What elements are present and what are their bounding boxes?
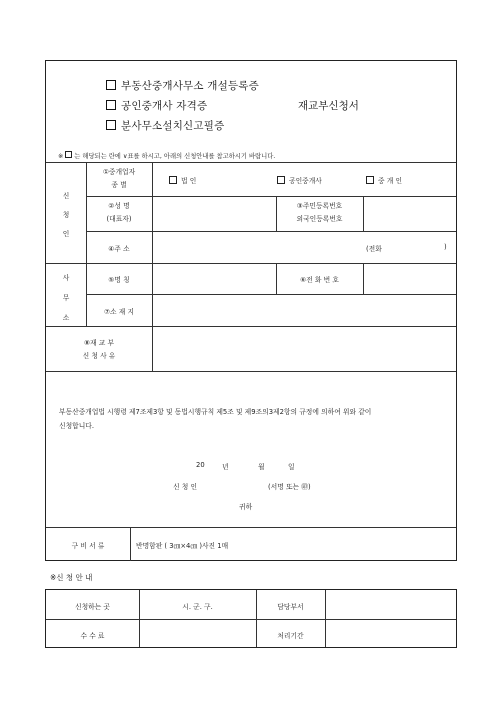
guide-cell-dept-label: 담당부서 [277, 603, 304, 611]
checkbox-icon[interactable] [106, 120, 116, 130]
phone-paren-open: (전화 [366, 245, 382, 253]
checkbox-icon[interactable] [366, 176, 374, 184]
checkbox-icon[interactable] [106, 80, 116, 90]
id-number-field[interactable] [368, 201, 452, 225]
divider [46, 371, 456, 372]
address-field[interactable] [158, 235, 450, 259]
divider [86, 231, 456, 232]
divider [46, 263, 456, 264]
checkbox-icon[interactable] [106, 100, 116, 110]
applicant-sign-label: 신 청 인 [173, 483, 198, 491]
divider [86, 294, 456, 295]
header-option-2[interactable]: 공인중개사 자격증 [106, 98, 207, 113]
divider [46, 527, 456, 528]
statement-text: 부동산중개업법 시행령 제7조제3항 및 동법시행규칙 제5조 및 제9조의3제2항의 규정에 의하여 위와 같이 신청합니다. [59, 408, 372, 430]
divider [130, 527, 131, 561]
date-year-label: 년 [222, 463, 229, 471]
divider [276, 196, 277, 231]
guide-cell-fee-label: 수 수 료 [80, 632, 105, 640]
divider [46, 162, 456, 163]
application-form [45, 60, 457, 561]
office-phone-field[interactable] [368, 267, 452, 291]
name-label: ②성 명 (대표자) [106, 202, 132, 223]
divider [46, 619, 456, 620]
name-field[interactable] [158, 201, 270, 225]
phone-paren-close: ) [444, 243, 447, 251]
applicant-section-label: 신 청 인 [62, 192, 70, 238]
reissue-reason-label: ⑧재 교 부 신 청 사 유 [82, 339, 116, 360]
header-option-3[interactable]: 분사무소설치신고필증 [106, 118, 224, 133]
reissue-reason-field[interactable] [158, 331, 450, 367]
divider [152, 162, 153, 371]
checkbox-icon[interactable] [169, 176, 177, 184]
divider [86, 162, 87, 326]
divider [139, 590, 140, 647]
address-label: ④주 소 [108, 245, 130, 253]
checkbox-icon[interactable] [277, 176, 285, 184]
office-name-label: ⑤명 칭 [108, 276, 130, 284]
header-option-1[interactable]: 부동산중개사무소 개설등록증 [106, 78, 259, 93]
application-guide-table [45, 589, 457, 648]
date-day-label: 일 [288, 463, 295, 471]
checkbox-icon [65, 151, 72, 158]
applicant-type-label: ①중개업자 종 별 [102, 168, 136, 189]
type-option-licensed-broker[interactable]: 공인중개사 [277, 175, 322, 185]
guide-title: ※신 청 안 내 [50, 573, 93, 582]
signature-seal[interactable]: (서명 또는 ㊞) [268, 483, 311, 491]
guide-cell-place-label: 신청하는 곳 [75, 603, 110, 611]
divider [325, 590, 326, 647]
date-month-label: 월 [258, 463, 265, 471]
documents-value: 반명함판 ( 3㎝×4㎝ )사진 1매 [136, 542, 229, 550]
guide-cell-period-label: 처리기간 [277, 632, 304, 640]
date-year: 20 [196, 461, 205, 469]
form-title: 재교부신청서 [298, 100, 359, 112]
office-location-label: ⑦소 재 지 [103, 308, 135, 316]
form-header [46, 61, 456, 147]
divider [46, 326, 456, 327]
office-section-label: 사 무 소 [62, 274, 70, 322]
type-option-broker[interactable]: 중 개 인 [366, 175, 402, 185]
documents-label: 구 비 서 류 [71, 542, 105, 550]
divider [363, 196, 364, 231]
id-number-label: ③주민등록번호 외국인등록번호 [296, 202, 343, 223]
office-phone-label: ⑥전 화 번 호 [300, 276, 339, 284]
office-location-field[interactable] [158, 298, 450, 322]
guide-cell-place-value: 시. 군. 구. [182, 603, 213, 611]
office-name-field[interactable] [158, 267, 270, 291]
instruction-note: ※ 는 해당되는 란에 ∨표를 하시고, 아래의 신청안내를 참고하시기 바랍니다. [58, 153, 276, 160]
recipient-label: 귀하 [239, 503, 253, 511]
type-option-corporation[interactable]: 법 인 [169, 175, 196, 185]
divider [86, 196, 456, 197]
divider [363, 263, 364, 294]
divider [276, 263, 277, 294]
